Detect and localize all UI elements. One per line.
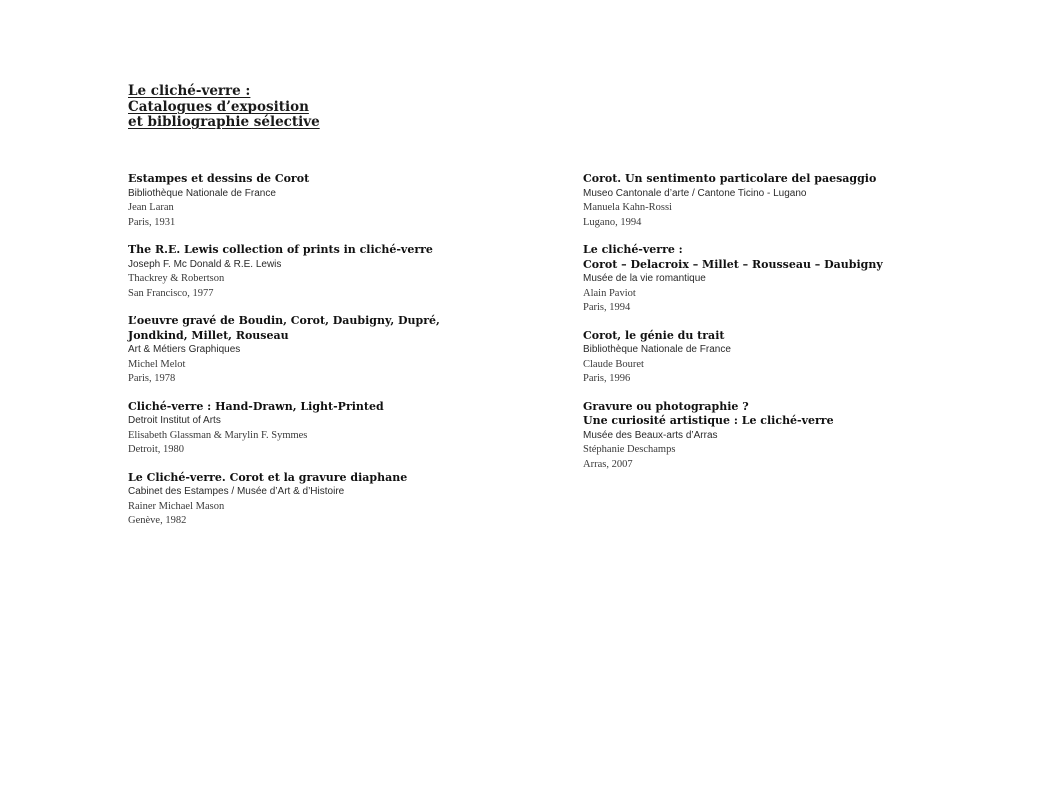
- entry-title: Gravure ou photographie ? Une curiosité artistique : Le cliché-verre: [583, 399, 834, 427]
- entry-place-date: Paris, 1931: [128, 216, 176, 228]
- entry-institution: Art & Métiers Graphiques: [128, 344, 241, 355]
- entry-place-date: Paris, 1978: [128, 373, 176, 384]
- page-title-line: et bibliographie sélective: [128, 114, 320, 130]
- entry-author: Jean Laran: [128, 202, 174, 213]
- entry-author: Rainer Michael Mason: [128, 500, 225, 512]
- entry-title: Estampes et dessins de Corot: [128, 172, 310, 185]
- bibliography-entry: [583, 400, 1023, 473]
- entry-author: Michel Melot: [128, 358, 186, 370]
- entry-title: L’oeuvre gravé de Boudin, Corot, Daubigny, Dupré, Jondkind, Millet, Rouseau: [128, 314, 440, 342]
- entry-place-date: Genève, 1982: [128, 515, 187, 526]
- entry-institution: Cabinet des Estampes / Musée d’Art & d’Histoire: [128, 486, 345, 497]
- page-title-line: Le cliché-verre :: [128, 83, 251, 99]
- entry-place-date: Paris, 1996: [583, 373, 631, 384]
- entry-institution: Museo Cantonale d’arte / Cantone Ticino - Lugano: [583, 187, 807, 199]
- entry-place-date: San Francisco, 1977: [128, 287, 214, 299]
- entry-title: Le Cliché-verre. Corot et la gravure diaphane: [128, 470, 408, 484]
- bibliography-entry: [128, 314, 548, 387]
- bibliography-right-column: [583, 172, 1023, 485]
- entry-place-date: Arras, 2007: [583, 458, 633, 470]
- entry-author: Manuela Kahn-Rossi: [583, 202, 672, 213]
- bibliography-entry: [128, 400, 548, 458]
- entry-title: Corot, le génie du trait: [583, 328, 725, 342]
- entry-place-date: Lugano, 1994: [583, 216, 642, 228]
- page-title-line: Catalogues d’exposition: [128, 98, 309, 115]
- entry-institution: Bibliothèque Nationale de France: [583, 344, 731, 355]
- entry-title: Le cliché-verre : Corot – Delacroix – Millet – Rousseau – Daubigny: [583, 243, 883, 271]
- entry-title: Cliché-verre : Hand-Drawn, Light-Printed: [128, 399, 384, 413]
- entry-author: Thackrey & Robertson: [128, 273, 225, 284]
- entry-place-date: Paris, 1994: [583, 302, 631, 313]
- entry-institution: Musée des Beaux-arts d’Arras: [583, 429, 718, 441]
- entry-title: The R.E. Lewis collection of prints in cliché-verre: [128, 243, 433, 256]
- entry-author: Claude Bouret: [583, 358, 644, 370]
- entry-title: Corot. Un sentimento particolare del paesaggio: [583, 172, 877, 185]
- entry-author: Stéphanie Deschamps: [583, 444, 676, 455]
- entry-institution: Musée de la vie romantique: [583, 273, 706, 284]
- bibliography-left-column: [128, 172, 548, 542]
- bibliography-entry: [128, 471, 548, 529]
- bibliography-entry: [583, 329, 1023, 387]
- entry-author: Elisabeth Glassman & Marylin F. Symmes: [128, 429, 308, 441]
- entry-author: Alain Paviot: [583, 287, 636, 299]
- page-title: [128, 84, 320, 131]
- entry-institution: Detroit Institut of Arts: [128, 415, 221, 426]
- entry-institution: Joseph F. Mc Donald & R.E. Lewis: [128, 258, 282, 270]
- bibliography-entry: [583, 243, 1023, 316]
- entry-institution: Bibliothèque Nationale de France: [128, 187, 276, 199]
- entry-place-date: Detroit, 1980: [128, 444, 184, 455]
- bibliography-entry: [583, 172, 1023, 230]
- bibliography-entry: [128, 172, 548, 230]
- bibliography-entry: [128, 243, 548, 301]
